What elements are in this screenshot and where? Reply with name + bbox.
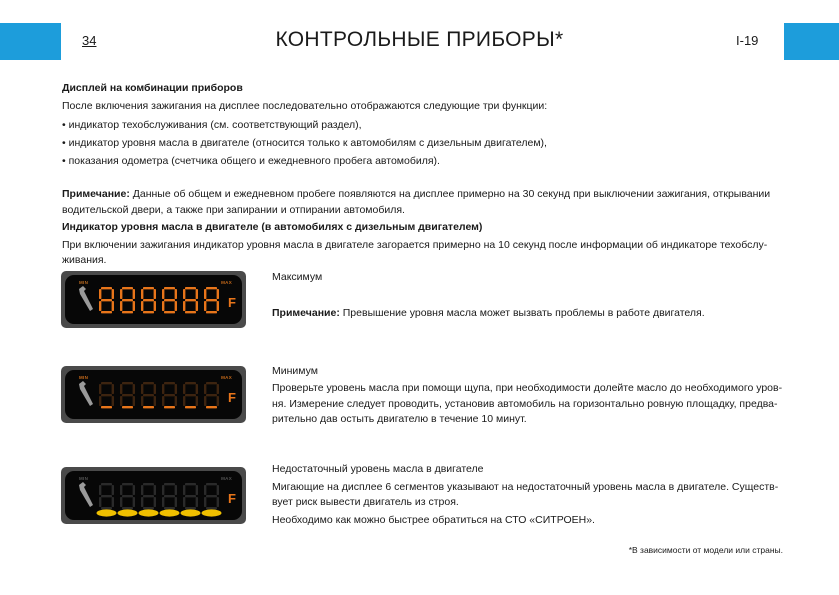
low-heading: Недостаточный уровень масла в двигателе <box>272 463 484 475</box>
digit <box>141 287 156 313</box>
segment <box>217 301 219 311</box>
note-text: Превышение уровня масла может вызвать проблемы в работе двигателя. <box>339 307 705 319</box>
segment <box>143 394 154 396</box>
digit <box>183 382 198 408</box>
segment <box>175 396 177 406</box>
level-bar <box>139 509 159 516</box>
segment <box>112 497 114 507</box>
segment <box>204 497 206 507</box>
segment <box>162 396 164 406</box>
segment <box>133 396 135 406</box>
segment <box>206 394 217 396</box>
segment <box>143 382 154 384</box>
segment <box>120 396 122 406</box>
segment <box>122 507 133 509</box>
segment <box>120 289 122 299</box>
segment <box>185 495 196 497</box>
segment <box>183 384 185 394</box>
low-text-line: Мигающие на дисплее 6 сегментов указывают на недостаточный уровень масла в двигателе. Существ- <box>272 481 779 493</box>
segment <box>164 483 175 485</box>
segment <box>162 289 164 299</box>
segment <box>164 394 175 396</box>
min-heading: Минимум <box>272 365 318 377</box>
segment <box>175 497 177 507</box>
wrench-icon <box>79 381 93 406</box>
segment <box>99 396 101 406</box>
oil-text-cont: живания. <box>62 254 107 266</box>
oil-display-min <box>61 366 246 423</box>
segment <box>196 485 198 495</box>
segment <box>120 301 122 311</box>
segment <box>196 497 198 507</box>
segment <box>99 384 101 394</box>
max-label: MAX <box>221 476 232 481</box>
min-label: MIN <box>79 375 89 380</box>
segment <box>206 311 217 313</box>
digit <box>183 287 198 313</box>
segment <box>133 497 135 507</box>
segment <box>122 394 133 396</box>
min-text-line: Проверьте уровень масла при помощи щупа, при необходимости долейте масло до необходимого уров- <box>272 382 783 394</box>
digit <box>160 483 180 517</box>
digit <box>162 287 177 313</box>
segment <box>99 289 101 299</box>
segment <box>162 301 164 311</box>
segment <box>143 507 154 509</box>
oil-display-low <box>61 467 246 524</box>
segment <box>185 382 196 384</box>
segment <box>133 485 135 495</box>
segment <box>120 497 122 507</box>
segment <box>122 311 133 313</box>
digit <box>181 483 201 517</box>
segment <box>162 485 164 495</box>
display-intro: После включения зажигания на дисплее последовательно отображаются следующие три функции: <box>62 100 548 112</box>
segment <box>99 485 101 495</box>
oil-display-max <box>61 271 246 328</box>
segment <box>164 382 175 384</box>
segment <box>101 382 112 384</box>
segment <box>141 384 143 394</box>
digit <box>99 287 114 313</box>
digit <box>204 287 219 313</box>
segment <box>175 384 177 394</box>
note-text: Данные об общем и ежедневном пробеге появляются на дисплее примерно на 30 секунд при выключении зажигания, открывании <box>129 188 771 200</box>
level-bar <box>181 509 201 516</box>
display-screen <box>65 471 242 520</box>
bullet-item: • индикатор уровня масла в двигателе (относится только к автомобилям с дизельным двигателем), <box>62 137 547 149</box>
oil-warning-icon: F <box>228 390 236 405</box>
segment <box>183 289 185 299</box>
segment <box>206 406 217 408</box>
segment <box>185 394 196 396</box>
digit <box>139 483 159 517</box>
segment <box>185 483 196 485</box>
segment <box>112 301 114 311</box>
digit <box>120 287 135 313</box>
oil-text: При включении зажигания индикатор уровня масла в двигателе загорается примерно на 10 секунд после информации об индикаторе техобслу- <box>62 239 768 251</box>
segment <box>154 384 156 394</box>
wrench-icon <box>79 286 93 311</box>
bullet-item: • показания одометра (счетчика общего и ежедневного пробега автомобиля). <box>62 155 440 167</box>
segment <box>183 301 185 311</box>
digit <box>202 483 222 517</box>
segment <box>101 311 112 313</box>
segment <box>206 495 217 497</box>
segment <box>196 396 198 406</box>
segment <box>133 384 135 394</box>
segment <box>175 289 177 299</box>
footnote: *В зависимости от модели или страны. <box>628 545 783 555</box>
bullet-item: • индикатор техобслуживания (см. соответствующий раздел), <box>62 119 362 131</box>
segment <box>196 384 198 394</box>
segment <box>206 299 217 301</box>
digit <box>99 382 114 408</box>
display-screen <box>65 275 242 324</box>
segment <box>154 396 156 406</box>
segment <box>164 406 175 408</box>
segment <box>183 485 185 495</box>
segment <box>101 483 112 485</box>
oil-heading: Индикатор уровня масла в двигателе (в автомобилях с дизельным двигателем) <box>62 221 483 233</box>
segment <box>204 396 206 406</box>
segment <box>217 384 219 394</box>
level-bar <box>97 509 117 516</box>
level-bar <box>202 509 222 516</box>
max-heading: Максимум <box>272 271 323 283</box>
segment <box>122 382 133 384</box>
note-label: Примечание: <box>62 188 130 200</box>
segment <box>217 289 219 299</box>
max-label: MAX <box>221 280 232 285</box>
segment <box>204 289 206 299</box>
segment <box>164 299 175 301</box>
min-label: MIN <box>79 476 89 481</box>
segment <box>112 485 114 495</box>
low-text-line: вует риск вывести двигатель из строя. <box>272 496 459 508</box>
segment <box>183 497 185 507</box>
digit <box>118 483 138 517</box>
segment <box>154 485 156 495</box>
segment <box>206 507 217 509</box>
max-label: MAX <box>221 375 232 380</box>
display-heading: Дисплей на комбинации приборов <box>62 82 243 94</box>
segment <box>141 396 143 406</box>
digit <box>141 382 156 408</box>
segment <box>185 299 196 301</box>
min-label: MIN <box>79 280 89 285</box>
page-title: КОНТРОЛЬНЫЕ ПРИБОРЫ* <box>275 28 564 51</box>
max-note <box>272 305 787 322</box>
segment <box>120 485 122 495</box>
segment <box>162 497 164 507</box>
min-text-line: ня. Измерение следует проводить, установив автомобиль на горизонтально ровную площадку, предва- <box>272 398 778 410</box>
segment <box>164 287 175 289</box>
segment <box>204 384 206 394</box>
segment <box>120 384 122 394</box>
segment <box>217 396 219 406</box>
segment <box>133 289 135 299</box>
segment <box>185 406 196 408</box>
segment <box>206 287 217 289</box>
segment <box>101 507 112 509</box>
segment <box>141 289 143 299</box>
segment <box>204 485 206 495</box>
segment <box>112 289 114 299</box>
segment <box>122 495 133 497</box>
segment <box>101 287 112 289</box>
segment <box>143 311 154 313</box>
segment <box>154 301 156 311</box>
digit <box>162 382 177 408</box>
segment <box>122 483 133 485</box>
segment <box>101 299 112 301</box>
segment <box>175 301 177 311</box>
segment <box>154 497 156 507</box>
segment <box>185 507 196 509</box>
segment <box>99 301 101 311</box>
segment <box>217 497 219 507</box>
segment <box>101 495 112 497</box>
digit <box>204 382 219 408</box>
segment <box>154 289 156 299</box>
segment <box>143 299 154 301</box>
note-label: Примечание: <box>272 307 340 319</box>
segment <box>164 507 175 509</box>
digit <box>97 483 117 517</box>
low-text-line: Необходимо как можно быстрее обратиться на СТО «СИТРОЕН». <box>272 514 595 526</box>
segment <box>133 301 135 311</box>
segment <box>206 382 217 384</box>
segment <box>141 497 143 507</box>
segment <box>183 396 185 406</box>
segment <box>175 485 177 495</box>
segment <box>143 287 154 289</box>
digit <box>120 382 135 408</box>
segment <box>122 287 133 289</box>
segment <box>143 483 154 485</box>
segment-display <box>65 471 242 520</box>
wrench-icon <box>79 482 93 507</box>
oil-warning-icon: F <box>228 295 236 310</box>
segment <box>143 406 154 408</box>
segment <box>101 406 112 408</box>
section-code: I-19 <box>736 33 759 48</box>
min-text-line: рительно дав остыть двигателю в течение 10 минут. <box>272 413 527 425</box>
segment <box>164 311 175 313</box>
segment <box>204 301 206 311</box>
segment <box>122 299 133 301</box>
level-bar <box>160 509 180 516</box>
segment <box>206 483 217 485</box>
segment <box>185 287 196 289</box>
display-note-cont: водительской двери, а также при запирании и отпирании автомобиля. <box>62 204 405 216</box>
display-note <box>62 186 786 204</box>
level-bar <box>118 509 138 516</box>
segment-display <box>65 275 242 324</box>
segment <box>162 384 164 394</box>
display-screen <box>65 370 242 419</box>
segment <box>164 495 175 497</box>
segment <box>99 497 101 507</box>
segment <box>112 384 114 394</box>
segment <box>196 301 198 311</box>
segment <box>101 394 112 396</box>
oil-warning-icon: F <box>228 491 236 506</box>
segment <box>185 311 196 313</box>
segment <box>112 396 114 406</box>
segment <box>143 495 154 497</box>
segment <box>217 485 219 495</box>
page-number: 34 <box>82 33 97 48</box>
segment <box>141 301 143 311</box>
segment <box>196 289 198 299</box>
segment <box>122 406 133 408</box>
segment-display <box>65 370 242 419</box>
segment <box>141 485 143 495</box>
